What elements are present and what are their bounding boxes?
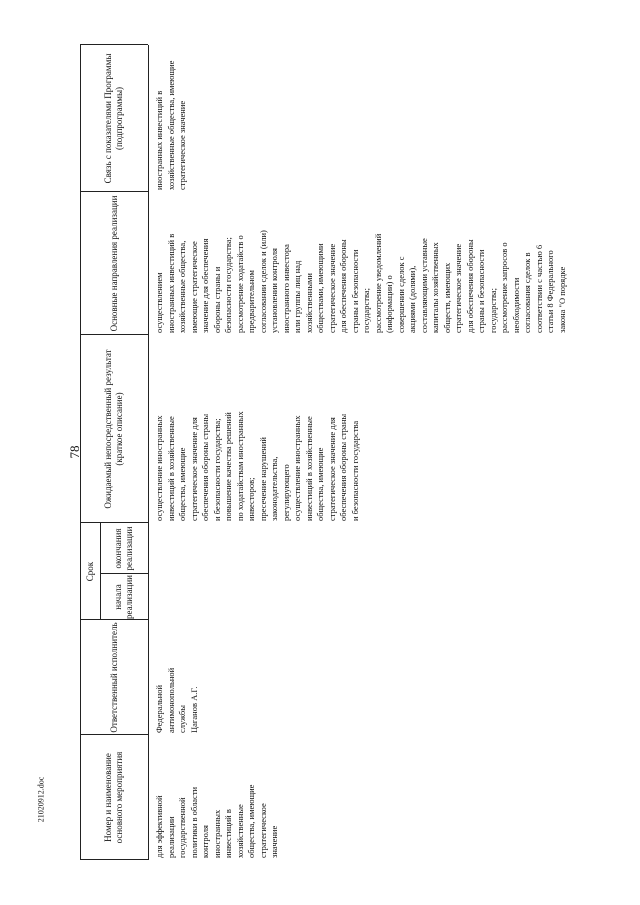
cell-measure-name: для эффективной реализации государственной политики в области контроля иностранных инвестиций в хозяйственные общества, имеющие стратегическое значение [154, 784, 279, 858]
cell-program-link: иностранных инвестиций в хозяйственные общества, имеющие стратегическое значение [154, 60, 187, 190]
page-number: 78 [67, 445, 82, 459]
cell-responsible: Федеральной антимонопольной службы Цаганов А.Г. [154, 667, 199, 733]
header-term-start: начала реализации [113, 574, 134, 619]
header-measure-name: Номер и наименование основного мероприятия [103, 751, 124, 844]
header-term: Срок [85, 561, 95, 582]
rotated-table-page [78, 35, 580, 870]
header-term-end: окончания реализации [113, 526, 134, 571]
header-expected-result: Ожидаемый непосредственный результат (краткое описание) [103, 349, 124, 509]
header-main-directions: Основные направления реализации [108, 195, 119, 332]
header-program-link: Связь с показателями Программы (подпрограммы) [103, 53, 124, 184]
header-responsible: Ответственный исполнитель [108, 622, 119, 733]
cell-main-directions: осуществлением иностранных инвестиций в хозяйственные общества, имеющие стратегическое значение для обеспечения обороны страны и безопасности государства; рассмотрение ходатайств о предварительном согласовании сделок и (или) установлении контроля иностранного инвестора или группы лиц над хозяйственными обществами, имеющими стратегическое значение для обеспечения обороны страны и безопасности государства; рассмотрение уведомлений (информации) о совершении сделок с акциями (долями), составляющими уставные капиталы хозяйственных обществ, имеющих стратегическое значение для обеспечения обороны страны и безопасности государства; рассмотрение запросов о необходимости согласования сделок в соответствии с частью 6 статьи 8 Федерального закона "О порядке [154, 230, 567, 333]
footer-doc-code: 21020912.doc [36, 776, 46, 823]
measures-table [78, 35, 580, 870]
cell-expected-result: осуществление иностранных инвестиций в хозяйственные общества, имеющие стратегическое значение для обеспечения обороны страны и безопасности государства; повышение качества решений по ходатайствам иностранных инвесторов; пресечение нарушений законодательства, регулирующего осуществление иностранных инвестиций в хозяйственные общества, имеющие стратегическое значение для обеспечения обороны страны и безопасности государства [154, 411, 360, 521]
